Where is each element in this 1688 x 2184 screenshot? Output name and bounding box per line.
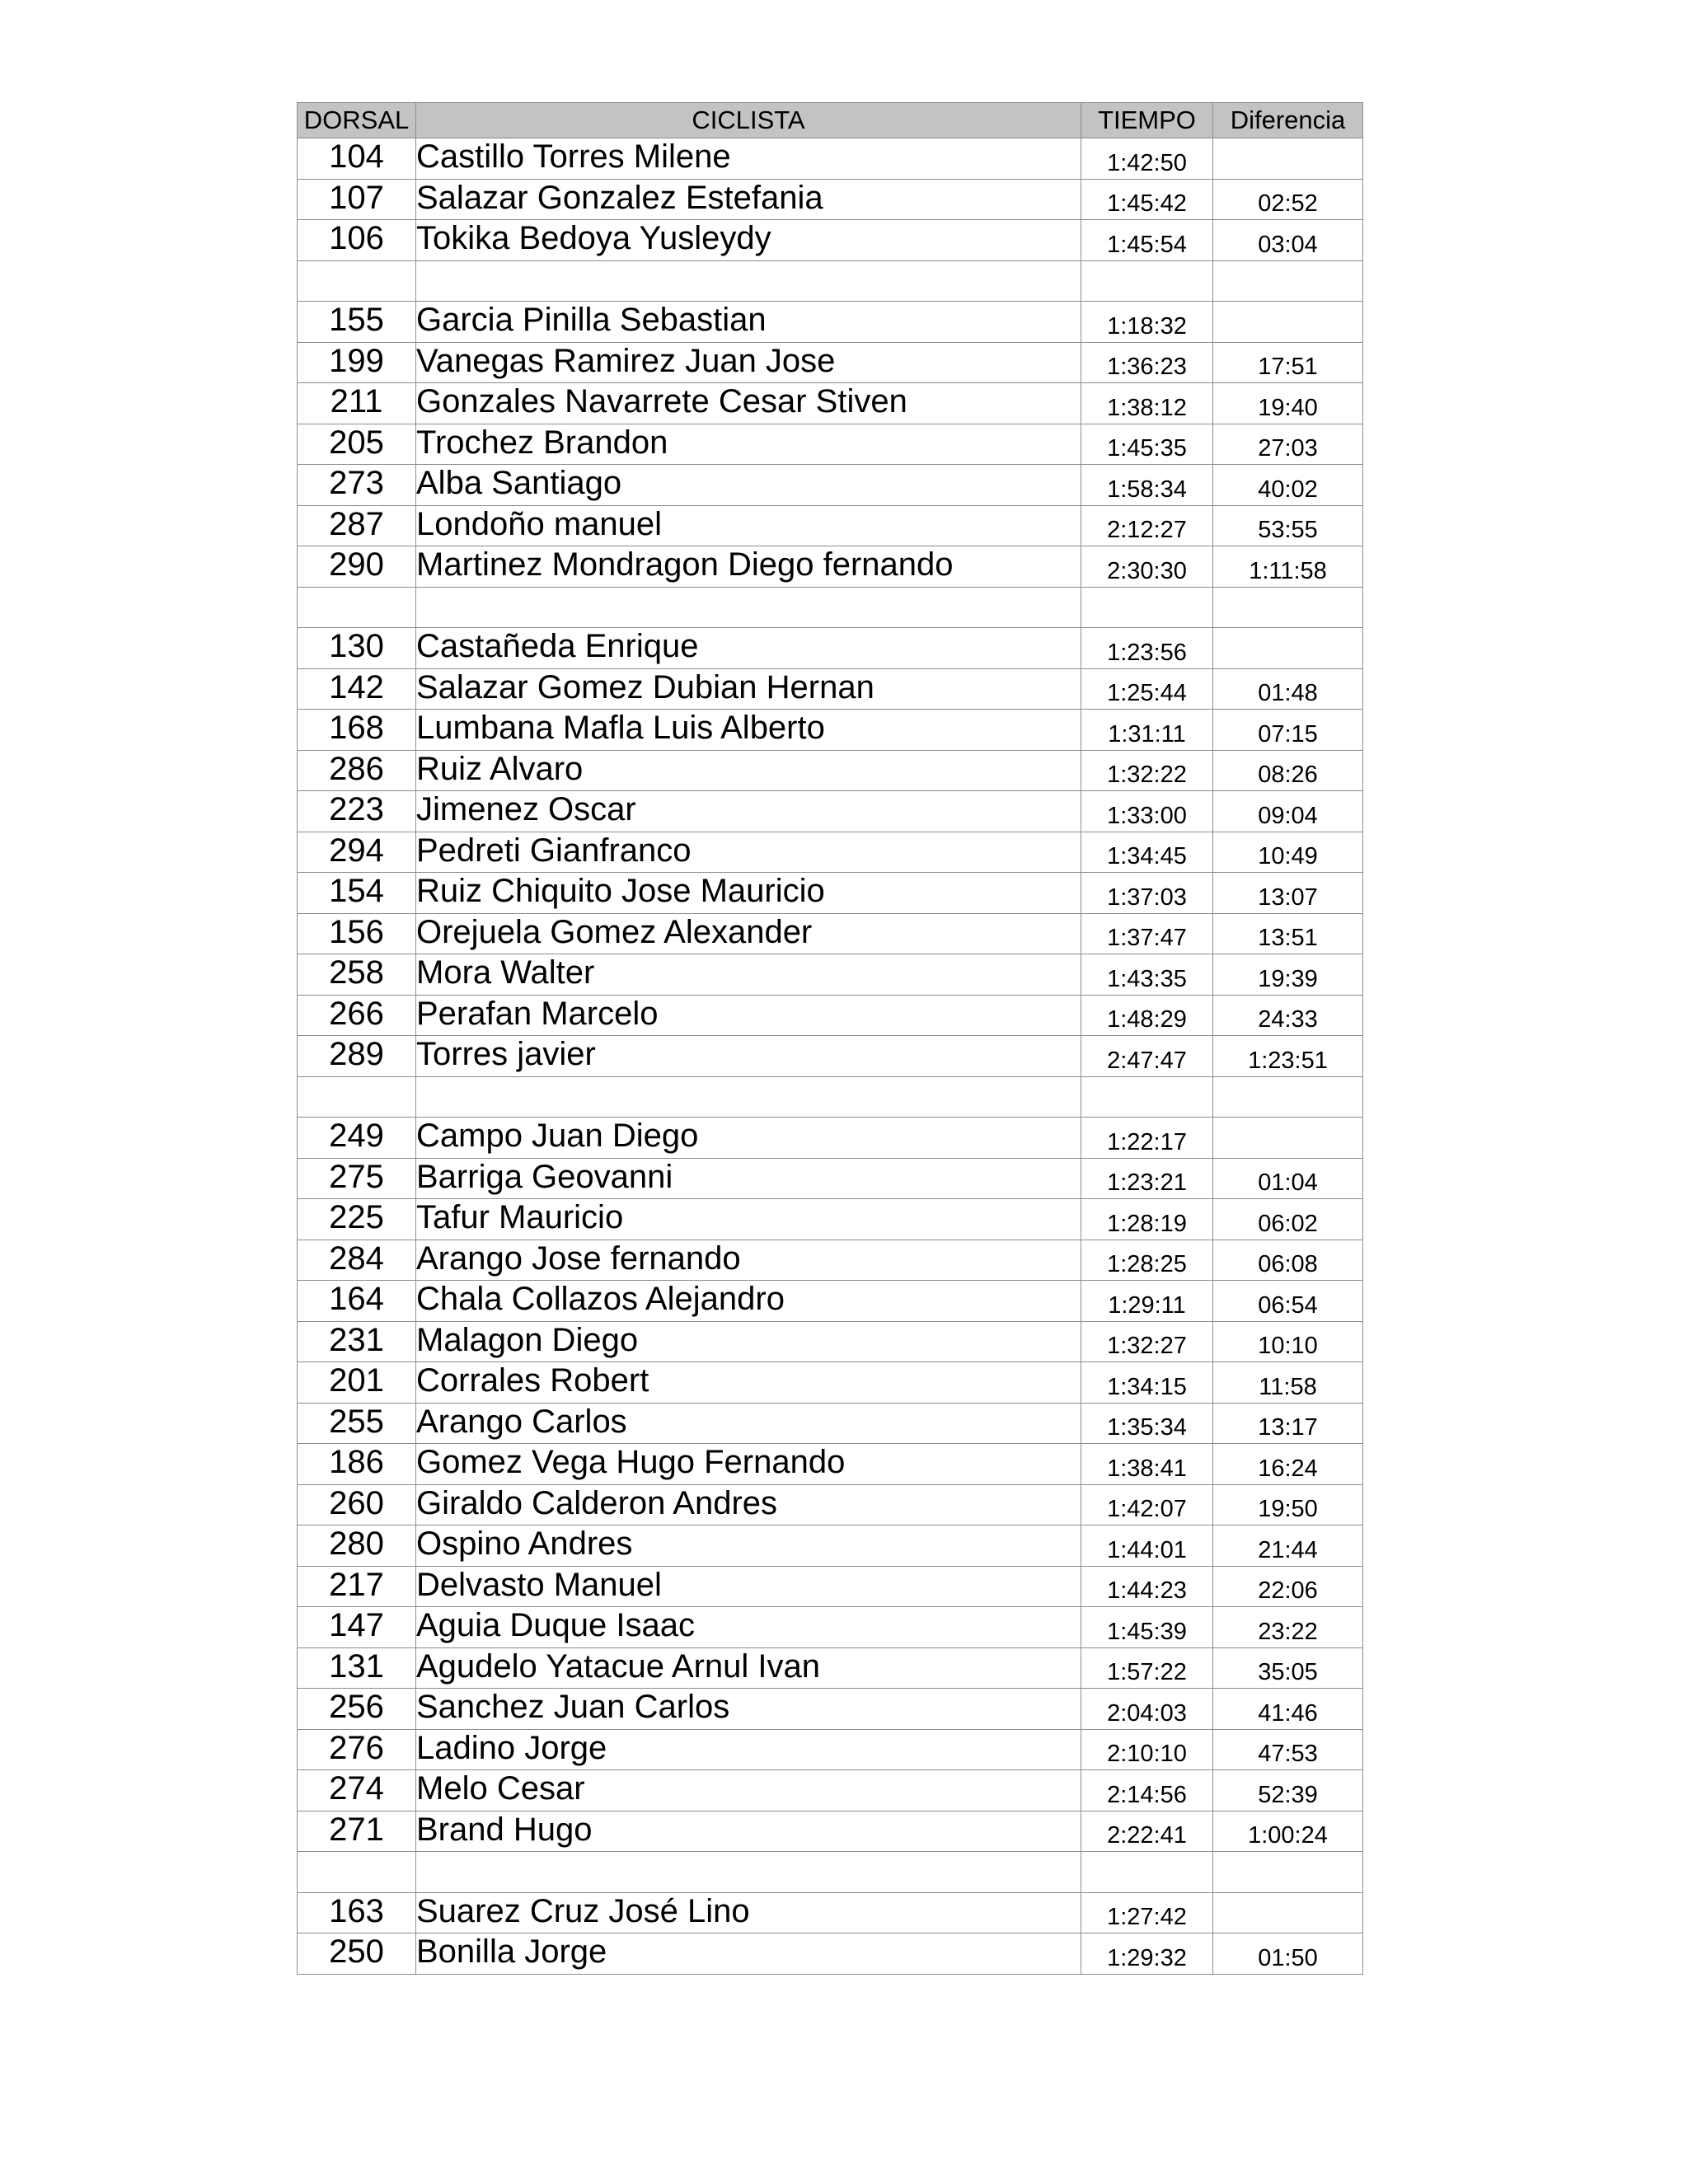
time-cell (1081, 587, 1213, 628)
time-cell: 1:44:23 (1081, 1566, 1213, 1607)
dorsal-cell: 280 (298, 1526, 416, 1567)
name-cell: Lumbana Mafla Luis Alberto (416, 710, 1081, 751)
dorsal-cell (298, 587, 416, 628)
name-cell: Alba Santiago (416, 465, 1081, 506)
dorsal-cell: 168 (298, 710, 416, 751)
dorsal-cell: 273 (298, 465, 416, 506)
table-row (298, 1892, 1363, 1933)
time-cell: 1:45:42 (1081, 179, 1213, 220)
table-row (298, 465, 1363, 506)
diff-cell: 35:05 (1213, 1647, 1363, 1689)
time-cell: 1:45:35 (1081, 424, 1213, 465)
time-cell: 1:45:54 (1081, 220, 1213, 261)
time-cell: 1:45:39 (1081, 1607, 1213, 1648)
diff-cell: 10:49 (1213, 832, 1363, 873)
dorsal-cell: 271 (298, 1811, 416, 1852)
table-row (298, 1362, 1363, 1404)
table-row (298, 138, 1363, 180)
diff-cell: 13:51 (1213, 913, 1363, 954)
table-row (298, 1321, 1363, 1362)
dorsal-cell (298, 1076, 416, 1118)
time-cell: 2:14:56 (1081, 1770, 1213, 1811)
diff-cell: 01:04 (1213, 1158, 1363, 1199)
spacer-row (298, 587, 1363, 628)
diff-cell (1213, 138, 1363, 180)
diff-cell: 23:22 (1213, 1607, 1363, 1648)
name-cell: Bonilla Jorge (416, 1933, 1081, 1975)
dorsal-cell: 231 (298, 1321, 416, 1362)
dorsal-cell: 186 (298, 1444, 416, 1485)
dorsal-cell: 199 (298, 342, 416, 383)
time-cell: 1:58:34 (1081, 465, 1213, 506)
table-header (298, 103, 1363, 138)
diff-cell (1213, 302, 1363, 343)
diff-cell: 1:00:24 (1213, 1811, 1363, 1852)
table-row (298, 1647, 1363, 1689)
diff-cell: 09:04 (1213, 791, 1363, 832)
dorsal-cell: 223 (298, 791, 416, 832)
header-row (298, 103, 1363, 138)
table-row (298, 302, 1363, 343)
diff-cell: 52:39 (1213, 1770, 1363, 1811)
name-cell: Salazar Gomez Dubian Hernan (416, 668, 1081, 710)
name-cell: Mora Walter (416, 954, 1081, 996)
name-cell: Garcia Pinilla Sebastian (416, 302, 1081, 343)
diff-cell: 02:52 (1213, 179, 1363, 220)
diff-cell (1213, 587, 1363, 628)
time-cell: 1:25:44 (1081, 668, 1213, 710)
name-cell: Arango Carlos (416, 1403, 1081, 1444)
table-row (298, 1036, 1363, 1077)
time-cell: 1:27:42 (1081, 1892, 1213, 1933)
table-row (298, 424, 1363, 465)
diff-cell: 22:06 (1213, 1566, 1363, 1607)
table-row (298, 220, 1363, 261)
diff-cell: 06:54 (1213, 1281, 1363, 1322)
dorsal-cell: 225 (298, 1199, 416, 1240)
table-row (298, 1118, 1363, 1159)
dorsal-cell: 163 (298, 1892, 416, 1933)
dorsal-cell: 266 (298, 995, 416, 1036)
dorsal-cell: 258 (298, 954, 416, 996)
dorsal-cell: 289 (298, 1036, 416, 1077)
table-row (298, 383, 1363, 424)
time-cell: 2:10:10 (1081, 1729, 1213, 1770)
table-row (298, 1566, 1363, 1607)
dorsal-cell: 106 (298, 220, 416, 261)
diff-cell: 08:26 (1213, 750, 1363, 791)
time-cell: 1:32:22 (1081, 750, 1213, 791)
time-cell: 1:31:11 (1081, 710, 1213, 751)
table-row (298, 1526, 1363, 1567)
name-cell: Martinez Mondragon Diego fernando (416, 546, 1081, 588)
name-cell: Torres javier (416, 1036, 1081, 1077)
time-cell: 1:29:32 (1081, 1933, 1213, 1975)
table-row (298, 505, 1363, 546)
dorsal-cell: 154 (298, 873, 416, 914)
time-cell: 1:23:21 (1081, 1158, 1213, 1199)
name-cell: Tokika Bedoya Yusleydy (416, 220, 1081, 261)
spacer-row (298, 260, 1363, 302)
diff-cell: 53:55 (1213, 505, 1363, 546)
name-cell (416, 1076, 1081, 1118)
name-cell: Ospino Andres (416, 1526, 1081, 1567)
table-row (298, 791, 1363, 832)
name-cell: Londoño manuel (416, 505, 1081, 546)
dorsal-cell: 201 (298, 1362, 416, 1404)
diff-cell: 21:44 (1213, 1526, 1363, 1567)
time-cell: 1:38:41 (1081, 1444, 1213, 1485)
time-cell: 1:34:45 (1081, 832, 1213, 873)
dorsal-cell: 249 (298, 1118, 416, 1159)
name-cell: Sanchez Juan Carlos (416, 1689, 1081, 1730)
diff-cell (1213, 1118, 1363, 1159)
time-cell: 1:42:50 (1081, 138, 1213, 180)
name-cell: Arango Jose fernando (416, 1240, 1081, 1281)
name-cell: Jimenez Oscar (416, 791, 1081, 832)
diff-cell: 16:24 (1213, 1444, 1363, 1485)
time-cell: 1:29:11 (1081, 1281, 1213, 1322)
dorsal-cell: 286 (298, 750, 416, 791)
diff-cell: 19:50 (1213, 1484, 1363, 1526)
dorsal-cell: 290 (298, 546, 416, 588)
time-cell (1081, 1076, 1213, 1118)
name-cell: Suarez Cruz José Lino (416, 1892, 1081, 1933)
name-cell: Barriga Geovanni (416, 1158, 1081, 1199)
table-row (298, 1444, 1363, 1485)
diff-cell: 13:07 (1213, 873, 1363, 914)
dorsal-cell: 260 (298, 1484, 416, 1526)
table-row (298, 1199, 1363, 1240)
dorsal-cell: 275 (298, 1158, 416, 1199)
time-cell: 1:23:56 (1081, 628, 1213, 669)
table-row (298, 832, 1363, 873)
table-row (298, 873, 1363, 914)
diff-cell: 11:58 (1213, 1362, 1363, 1404)
table-row (298, 954, 1363, 996)
diff-cell: 1:23:51 (1213, 1036, 1363, 1077)
name-cell (416, 1852, 1081, 1893)
header-tiempo: TIEMPO (1081, 103, 1213, 138)
table-row (298, 342, 1363, 383)
name-cell: Gomez Vega Hugo Fernando (416, 1444, 1081, 1485)
time-cell: 1:18:32 (1081, 302, 1213, 343)
diff-cell (1213, 260, 1363, 302)
name-cell: Perafan Marcelo (416, 995, 1081, 1036)
table-row (298, 1689, 1363, 1730)
time-cell: 1:32:27 (1081, 1321, 1213, 1362)
diff-cell: 27:03 (1213, 424, 1363, 465)
name-cell: Tafur Mauricio (416, 1199, 1081, 1240)
dorsal-cell: 205 (298, 424, 416, 465)
dorsal-cell: 164 (298, 1281, 416, 1322)
name-cell: Corrales Robert (416, 1362, 1081, 1404)
table-row (298, 1811, 1363, 1852)
name-cell: Campo Juan Diego (416, 1118, 1081, 1159)
table-row (298, 546, 1363, 588)
name-cell: Delvasto Manuel (416, 1566, 1081, 1607)
time-cell: 1:44:01 (1081, 1526, 1213, 1567)
table-row (298, 1281, 1363, 1322)
table-row (298, 1158, 1363, 1199)
time-cell: 1:36:23 (1081, 342, 1213, 383)
table-row (298, 995, 1363, 1036)
diff-cell: 24:33 (1213, 995, 1363, 1036)
time-cell: 1:35:34 (1081, 1403, 1213, 1444)
name-cell (416, 260, 1081, 302)
table-row (298, 668, 1363, 710)
diff-cell: 19:39 (1213, 954, 1363, 996)
time-cell: 1:43:35 (1081, 954, 1213, 996)
dorsal-cell: 256 (298, 1689, 416, 1730)
name-cell: Chala Collazos Alejandro (416, 1281, 1081, 1322)
table-row (298, 1484, 1363, 1526)
spacer-row (298, 1076, 1363, 1118)
dorsal-cell: 104 (298, 138, 416, 180)
dorsal-cell: 274 (298, 1770, 416, 1811)
time-cell: 1:38:12 (1081, 383, 1213, 424)
header-dorsal: DORSAL (298, 103, 416, 138)
time-cell: 1:42:07 (1081, 1484, 1213, 1526)
time-cell: 2:22:41 (1081, 1811, 1213, 1852)
diff-cell: 47:53 (1213, 1729, 1363, 1770)
dorsal-cell: 217 (298, 1566, 416, 1607)
table-row (298, 1240, 1363, 1281)
name-cell: Melo Cesar (416, 1770, 1081, 1811)
table-row (298, 1770, 1363, 1811)
diff-cell: 19:40 (1213, 383, 1363, 424)
diff-cell (1213, 1076, 1363, 1118)
dorsal-cell: 284 (298, 1240, 416, 1281)
name-cell: Orejuela Gomez Alexander (416, 913, 1081, 954)
name-cell: Ruiz Alvaro (416, 750, 1081, 791)
dorsal-cell: 107 (298, 179, 416, 220)
time-cell: 1:34:15 (1081, 1362, 1213, 1404)
diff-cell: 06:08 (1213, 1240, 1363, 1281)
header-diferencia: Diferencia (1213, 103, 1363, 138)
table-row (298, 1933, 1363, 1975)
dorsal-cell: 287 (298, 505, 416, 546)
dorsal-cell: 131 (298, 1647, 416, 1689)
name-cell: Trochez Brandon (416, 424, 1081, 465)
table-row (298, 913, 1363, 954)
time-cell: 1:33:00 (1081, 791, 1213, 832)
name-cell: Aguia Duque Isaac (416, 1607, 1081, 1648)
table-row (298, 628, 1363, 669)
results-table (297, 102, 1363, 1975)
name-cell (416, 587, 1081, 628)
diff-cell: 10:10 (1213, 1321, 1363, 1362)
dorsal-cell: 156 (298, 913, 416, 954)
name-cell: Agudelo Yatacue Arnul Ivan (416, 1647, 1081, 1689)
dorsal-cell: 155 (298, 302, 416, 343)
table-row (298, 1607, 1363, 1648)
header-ciclista: CICLISTA (416, 103, 1081, 138)
name-cell: Vanegas Ramirez Juan Jose (416, 342, 1081, 383)
diff-cell: 07:15 (1213, 710, 1363, 751)
time-cell: 1:37:47 (1081, 913, 1213, 954)
table-row (298, 1729, 1363, 1770)
diff-cell: 17:51 (1213, 342, 1363, 383)
dorsal-cell: 276 (298, 1729, 416, 1770)
table-row (298, 750, 1363, 791)
diff-cell (1213, 1892, 1363, 1933)
dorsal-cell: 147 (298, 1607, 416, 1648)
dorsal-cell (298, 1852, 416, 1893)
table-body (298, 138, 1363, 1975)
diff-cell (1213, 628, 1363, 669)
dorsal-cell (298, 260, 416, 302)
name-cell: Pedreti Gianfranco (416, 832, 1081, 873)
diff-cell: 13:17 (1213, 1403, 1363, 1444)
spacer-row (298, 1852, 1363, 1893)
diff-cell: 03:04 (1213, 220, 1363, 261)
diff-cell: 40:02 (1213, 465, 1363, 506)
time-cell (1081, 260, 1213, 302)
name-cell: Ladino Jorge (416, 1729, 1081, 1770)
table-row (298, 179, 1363, 220)
diff-cell: 01:50 (1213, 1933, 1363, 1975)
time-cell: 2:04:03 (1081, 1689, 1213, 1730)
name-cell: Castañeda Enrique (416, 628, 1081, 669)
time-cell: 2:47:47 (1081, 1036, 1213, 1077)
diff-cell (1213, 1852, 1363, 1893)
name-cell: Ruiz Chiquito Jose Mauricio (416, 873, 1081, 914)
dorsal-cell: 255 (298, 1403, 416, 1444)
name-cell: Malagon Diego (416, 1321, 1081, 1362)
dorsal-cell: 294 (298, 832, 416, 873)
time-cell: 1:28:19 (1081, 1199, 1213, 1240)
name-cell: Castillo Torres Milene (416, 138, 1081, 180)
name-cell: Gonzales Navarrete Cesar Stiven (416, 383, 1081, 424)
time-cell: 1:57:22 (1081, 1647, 1213, 1689)
time-cell: 1:48:29 (1081, 995, 1213, 1036)
diff-cell: 1:11:58 (1213, 546, 1363, 588)
time-cell (1081, 1852, 1213, 1893)
name-cell: Salazar Gonzalez Estefania (416, 179, 1081, 220)
diff-cell: 41:46 (1213, 1689, 1363, 1730)
diff-cell: 06:02 (1213, 1199, 1363, 1240)
name-cell: Giraldo Calderon Andres (416, 1484, 1081, 1526)
time-cell: 1:37:03 (1081, 873, 1213, 914)
dorsal-cell: 211 (298, 383, 416, 424)
name-cell: Brand Hugo (416, 1811, 1081, 1852)
time-cell: 2:30:30 (1081, 546, 1213, 588)
time-cell: 1:28:25 (1081, 1240, 1213, 1281)
table-row (298, 1403, 1363, 1444)
dorsal-cell: 142 (298, 668, 416, 710)
time-cell: 2:12:27 (1081, 505, 1213, 546)
dorsal-cell: 130 (298, 628, 416, 669)
dorsal-cell: 250 (298, 1933, 416, 1975)
time-cell: 1:22:17 (1081, 1118, 1213, 1159)
diff-cell: 01:48 (1213, 668, 1363, 710)
table-row (298, 710, 1363, 751)
